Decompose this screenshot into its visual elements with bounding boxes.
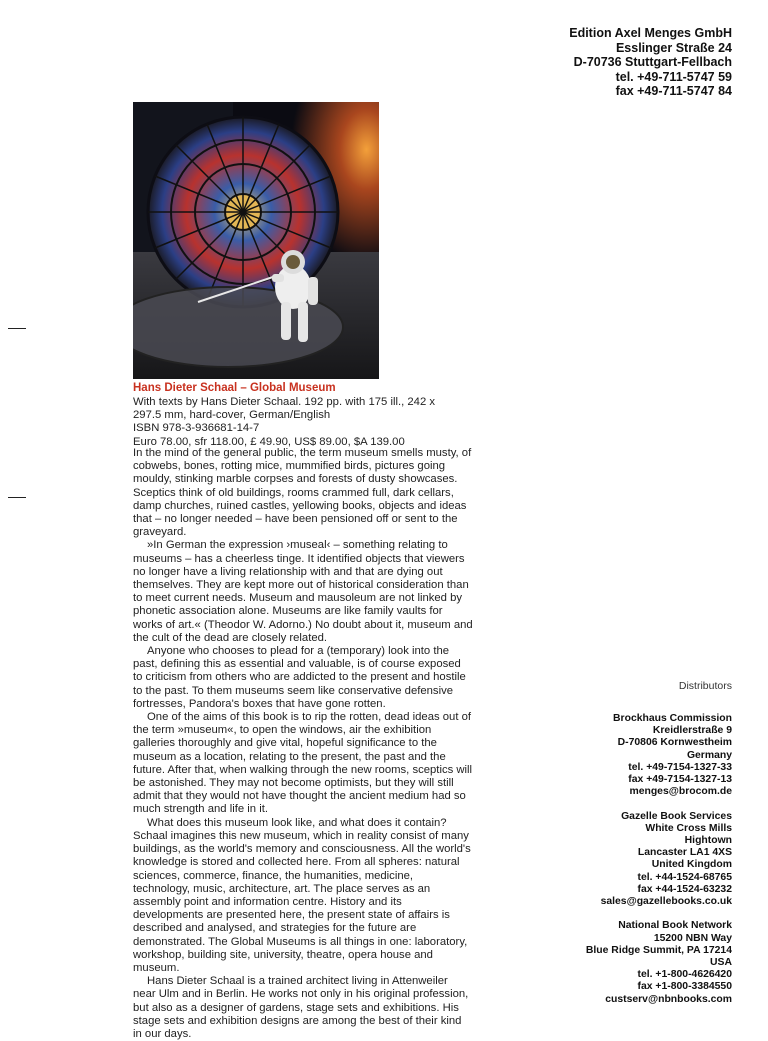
distributor-brockhaus (492, 713, 732, 798)
distributor-email: custserv@nbnbooks.com (605, 993, 732, 1005)
fold-mark-bottom (8, 497, 26, 498)
book-meta-line-2: 297.5 mm, hard-cover, German/English (133, 409, 331, 422)
publisher-address (472, 26, 732, 99)
distributor-city: Lancaster LA1 4XS (637, 847, 732, 859)
distributor-name: National Book Network (618, 920, 732, 932)
distributor-fax: fax +44-1524-63232 (637, 883, 732, 895)
distributor-street: Kreidlerstraße 9 (652, 725, 732, 737)
distributor-email: sales@gazellebooks.co.uk (600, 896, 732, 908)
distributor-gazelle (492, 811, 732, 909)
distributor-country: Germany (686, 749, 732, 761)
paragraph: Anyone who chooses to plead for a (temporary) look into the past, defining this as essential and valuable, is of course exposed to criticism from others who are addicted to the present and hostile to the past. To them museums seem like conservative defensive fortresses, Pandora's boxes that have gone rotten. (133, 645, 466, 710)
book-meta-line-1: With texts by Hans Dieter Schaal. 192 pp. with 175 ill., 242 x (133, 396, 436, 408)
distributor-tel: tel. +49-7154-1327-33 (628, 761, 732, 773)
book-title: Hans Dieter Schaal – Global Museum (133, 382, 336, 394)
distributor-fax: fax +49-7154-1327-13 (628, 774, 732, 786)
distributor-country: United Kingdom (651, 859, 732, 871)
book-prices: Euro 78.00, sfr 118.00, £ 49.90, US$ 89.00, $A 139.00 (133, 435, 405, 448)
distributor-street: 15200 NBN Way (653, 932, 732, 944)
distributor-tel: tel. +1-800-4626420 (637, 969, 732, 981)
publisher-tel: tel. +49-711-5747 59 (615, 69, 732, 84)
book-isbn: ISBN 978-3-936681-14-7 (133, 422, 260, 435)
distributor-country: USA (710, 957, 732, 969)
distributor-tel: tel. +44-1524-68765 (637, 871, 732, 883)
distributor-email: menges@brocom.de (629, 786, 732, 798)
distributor-fax: fax +1-800-3384550 (637, 981, 732, 993)
cover-illustration (133, 102, 379, 379)
paragraph: One of the aims of this book is to rip the rotten, dead ideas out of the term »museum«, to open the windows, air the exhibition galleries thoroughly and give vital, hopeful significance to the museum as a location, relating to the present, the past and the future. After that, when walking through the new rooms, sceptics will be astonished. They may not become optimists, but they will still admit that they would not have thought the ancient medium had so much strength and life in it. (133, 711, 473, 816)
fold-mark-top (8, 328, 26, 329)
publisher-fax: fax +49-711-5747 84 (615, 84, 732, 98)
book-description (133, 447, 473, 1041)
paragraph: Hans Dieter Schaal is a trained architect living in Attenweiler near Ulm and in Berlin. He works not only in his original profession, but also as a designer of gardens, stage sets and exhibitions. His stage sets and exhibition designs are among the best of their kind in our days. (133, 975, 469, 1040)
paragraph: In the mind of the general public, the term museum smells musty, of cobwebs, bones, rotting mice, mummified birds, pictures going mouldy, stinking marble corpses and forests of dusty showcases. Sceptics think of old buildings, rooms crammed full, dark cellars, damp churches, ruined castles, yellowing books, objects and ideas that – no longer needed – have been pensioned off or sent to the graveyard. (133, 447, 472, 539)
publisher-name: Edition Axel Menges GmbH (569, 26, 732, 40)
distributor-name: Brockhaus Commission (613, 713, 732, 724)
distributors-heading: Distributors (678, 680, 732, 692)
distributor-city: Blue Ridge Summit, PA 17214 (585, 944, 732, 956)
book-details (133, 396, 436, 449)
book-cover-image (133, 102, 379, 379)
distributor-area: Hightown (684, 835, 732, 847)
distributors-list (492, 713, 732, 1018)
distributor-name: Gazelle Book Services (621, 810, 732, 822)
distributor-city: D-70806 Kornwestheim (617, 737, 732, 749)
publisher-street: Esslinger Straße 24 (615, 40, 732, 55)
distributor-nbn (492, 920, 732, 1005)
publisher-city: D-70736 Stuttgart-Fellbach (573, 55, 732, 69)
paragraph: What does this museum look like, and what does it contain? Schaal imagines this new museum, which in reality consist of many buildings, as the world's memory and consciousness. All the world's knowledge is stored and collected here. From all spheres: natural sciences, commerce, finance, the humanities, medicine, technology, music, architecture, art. The place serves as an assembly point and information centre. History and its developments are presented here, the present state of affairs is described and analysed, and strategies for the future are demonstrated. The Global Museums is all things in one: laboratory, workshop, building site, university, theatre, opera house and museum. (133, 816, 471, 974)
distributor-street: White Cross Mills (645, 822, 732, 834)
paragraph: »In German the expression ›museal‹ – something relating to museums – has a cheerless tinge. It identified objects that viewers no longer have a living relationship with and that are dying out themselves. They are kept more out of historical consideration than to meet current needs. Museum and mausoleum are not linked by phonetic association alone. Museums are like family vaults for works of art.« (Theodor W. Adorno.) No doubt about it, museum and the cult of the dead are closely related. (133, 539, 473, 644)
